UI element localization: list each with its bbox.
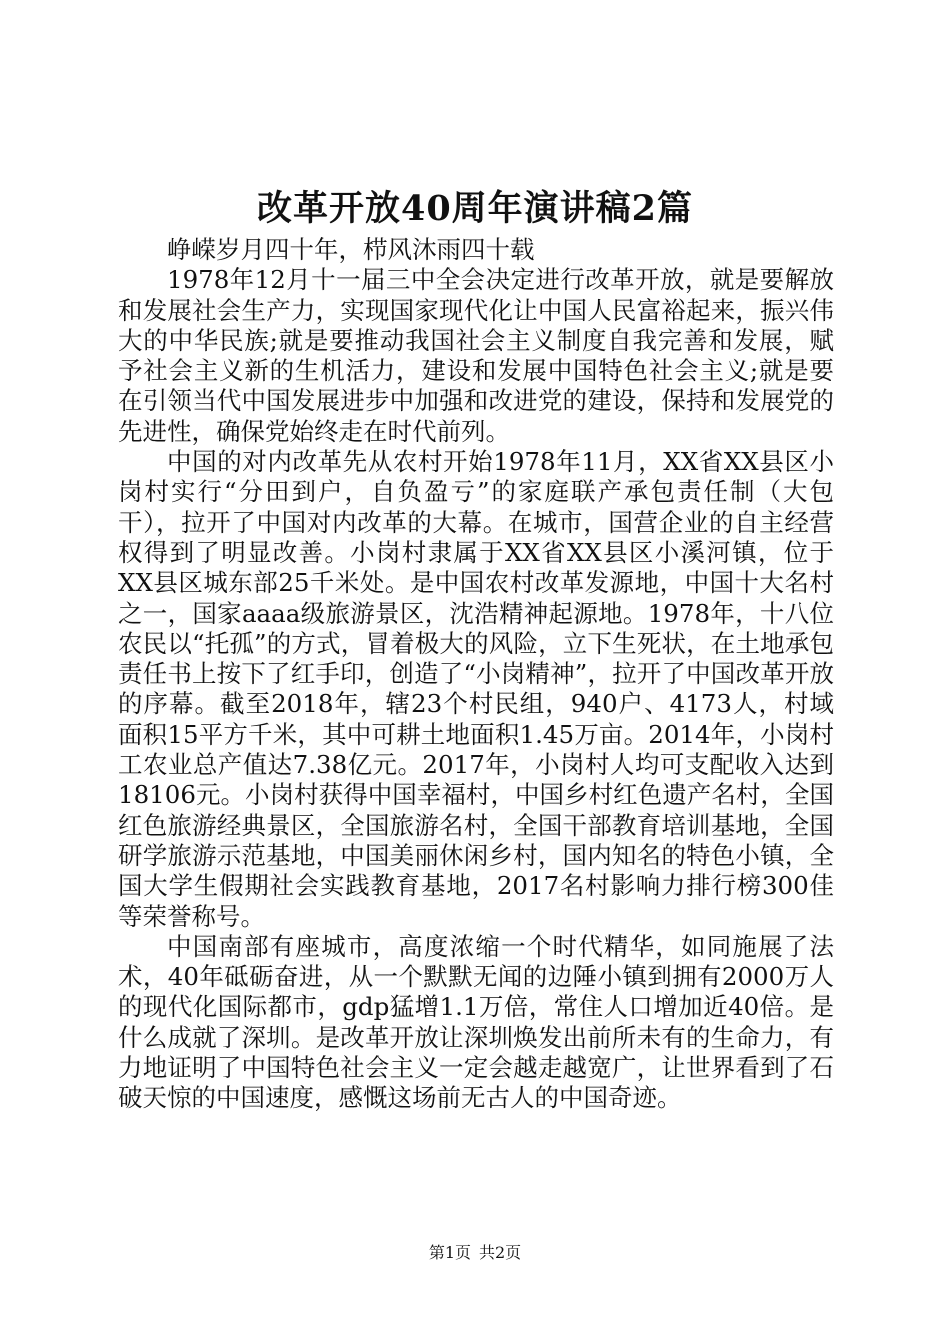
paragraph-1978-reform: 1978年12月十一届三中全会决定进行改革开放，就是要解放和发展社会生产力，实现国家现代化让中国人民富裕起来，振兴伟大的中华民族;就是要推动我国社会主义制度自我完善和发展，赋予社会主义新的生机活力，建设和发展中国特色社会主义;就是要在引领当代中国发展进步中加强和改进党的建设，保持和发展党的先进性，确保党始终走在时代前列。 [118, 265, 834, 446]
page-footer [0, 1242, 950, 1264]
document-body [118, 235, 834, 1114]
paragraph-subtitle: 峥嵘岁月四十年，栉风沐雨四十载 [167, 235, 535, 264]
document-title: 改革开放40周年演讲稿2篇 [256, 188, 694, 229]
page-number-current: 第1页 [428, 1243, 471, 1262]
paragraph-shenzhen: 中国南部有座城市，高度浓缩一个时代精华，如同施展了法术，40年砥砺奋进，从一个默默无闻的边陲小镇到拥有2000万人的现代化国际都市，gdp猛增1.1万倍，常住人口增加近40倍。是什么成就了深圳。是改革开放让深圳焕发出前所未有的生命力，有力地证明了中国特色社会主义一定会越走越宽广，让世界看到了石破天惊的中国速度，感慨这场前无古人的中国奇迹。 [118, 931, 834, 1113]
page-number-total: 共2页 [479, 1243, 522, 1262]
paragraph-xiaogang-village: 中国的对内改革先从农村开始1978年11月，XX省XX县区小岗村实行“分田到户，自负盈亏”的家庭联产承包责任制（大包干），拉开了中国对内改革的大幕。在城市，国营企业的自主经营权得到了明显改善。小岗村隶属于XX省XX县区小溪河镇，位于XX县区城东部25千米处。是中国农村改革发源地，中国十大名村之一，国家aaaa级旅游景区，沈浩精神起源地。1978年，十八位农民以“托孤”的方式，冒着极大的风险，立下生死状，在土地承包责任书上按下了红手印，创造了“小岗精神”，拉开了中国改革开放的序幕。截至2018年，辖23个村民组，940户、4173人，村域面积15平方千米，其中可耕土地面积1.45万亩。2014年，小岗村工农业总产值达7.38亿元。2017年，小岗村人均可支配收入达到18106元。小岗村获得中国幸福村，中国乡村红色遗产名村，全国红色旅游经典景区，全国旅游名村，全国干部教育培训基地，全国研学旅游示范基地，中国美丽休闲乡村，国内知名的特色小镇，全国大学生假期社会实践教育基地，2017名村影响力排行榜300佳等荣誉称号。 [118, 447, 834, 931]
